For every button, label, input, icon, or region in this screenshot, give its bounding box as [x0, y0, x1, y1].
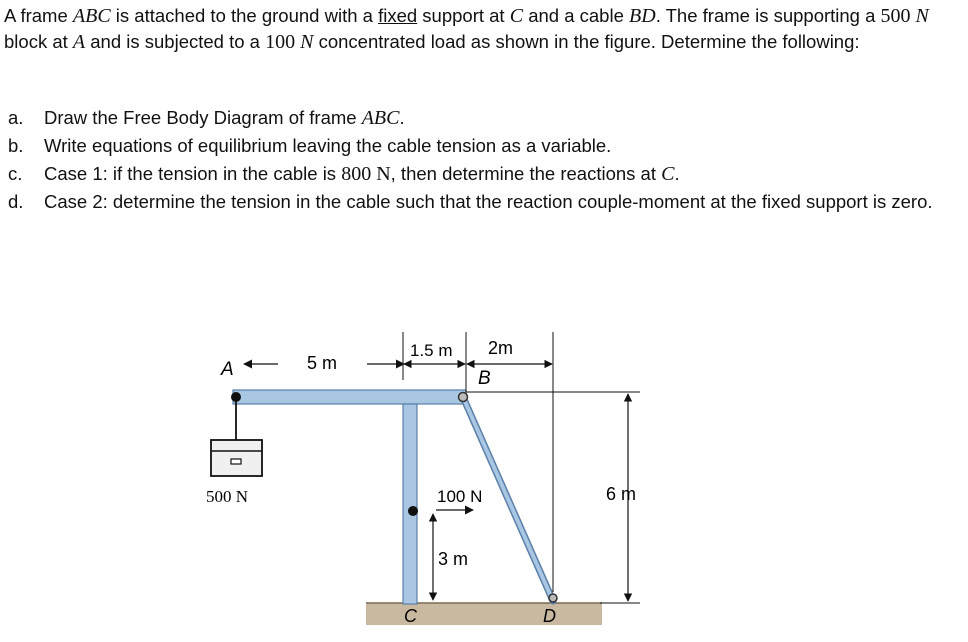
- frame-diagram: [0, 240, 968, 642]
- label-a: A: [221, 359, 234, 380]
- pin-b: [459, 393, 468, 402]
- question-a: a. Draw the Free Body Diagram of frame ABC.: [8, 107, 405, 129]
- question-b: b. Write equations of equilibrium leaving the cable tension as a variable.: [8, 135, 612, 156]
- dim-5m: 5 m: [307, 353, 338, 373]
- pin-d: [549, 594, 557, 602]
- block-500n: [211, 440, 262, 476]
- dim-1-5m: 1.5 m: [410, 341, 453, 360]
- load-500n-label: 500 N: [206, 487, 249, 506]
- dim-6m: 6 m: [606, 484, 637, 504]
- frame-column: [403, 404, 417, 604]
- label-c: C: [404, 606, 417, 626]
- label-b: B: [478, 368, 491, 389]
- ground: [366, 603, 602, 625]
- load-point-100n: [408, 506, 418, 516]
- dim-3m: 3 m: [438, 549, 469, 569]
- dim-2m: 2m: [488, 338, 514, 358]
- question-list: [8, 104, 963, 216]
- fixed-underlined: fixed: [378, 5, 418, 26]
- problem-statement: A frame ABC is attached to the ground with a fixed support at C and a cable BD. The frame is supporting a 500 N block at A and is subjected to a 100 N concentrated load as shown in the figure. Determine the following:: [4, 5, 929, 53]
- load-100n-label: 100 N: [437, 487, 483, 506]
- question-c: c. Case 1: if the tension in the cable is 800 N, then determine the reactions at C.: [8, 163, 680, 185]
- frame-beam: [233, 390, 466, 404]
- label-d: D: [543, 606, 556, 626]
- question-d: d. Case 2: determine the tension in the cable such that the reaction couple-moment at the fixed support is zero.: [8, 191, 933, 212]
